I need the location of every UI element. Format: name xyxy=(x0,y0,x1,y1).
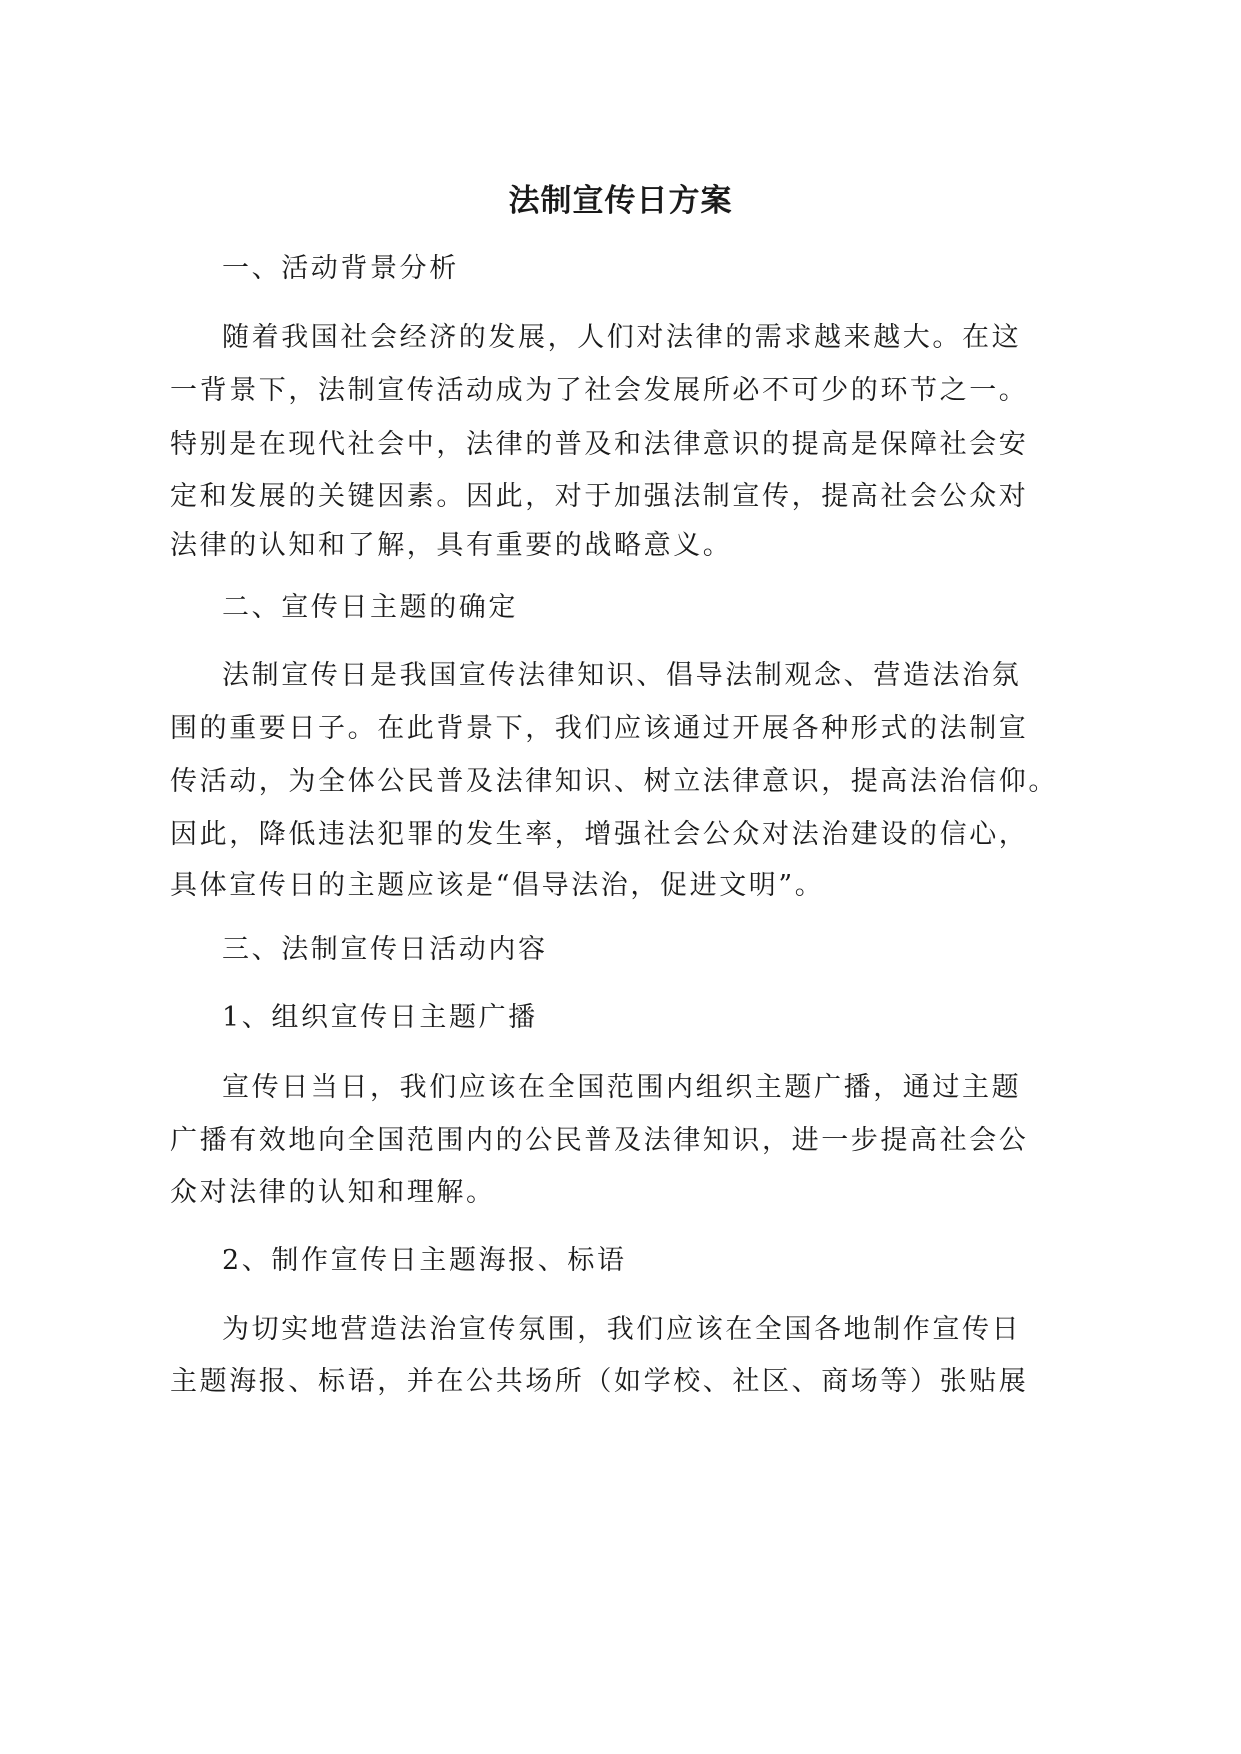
paragraph-line: 众对法律的认知和理解。 xyxy=(170,1177,496,1208)
paragraph-line: 为切实地营造法治宣传氛围，我们应该在全国各地制作宣传日 xyxy=(222,1314,1022,1345)
paragraph-line: 特别是在现代社会中，法律的普及和法律意识的提高是保障社会安 xyxy=(170,429,1029,460)
paragraph-line: 具体宣传日的主题应该是“倡导法治，促进文明”。 xyxy=(170,870,825,901)
paragraph-line: 定和发展的关键因素。因此，对于加强法制宣传，提高社会公众对 xyxy=(170,481,1029,512)
paragraph-line: 法律的认知和了解，具有重要的战略意义。 xyxy=(170,530,733,561)
paragraph-line: 围的重要日子。在此背景下，我们应该通过开展各种形式的法制宣 xyxy=(170,713,1029,744)
paragraph-line: 广播有效地向全国范围内的公民普及法律知识，进一步提高社会公 xyxy=(170,1125,1029,1156)
paragraph-line: 法制宣传日是我国宣传法律知识、倡导法制观念、营造法治氛 xyxy=(222,660,1022,691)
paragraph-line: 宣传日当日，我们应该在全国范围内组织主题广播，通过主题 xyxy=(222,1072,1022,1103)
paragraph-line: 主题海报、标语，并在公共场所（如学校、社区、商场等）张贴展 xyxy=(170,1366,1029,1397)
paragraph-line: 随着我国社会经济的发展，人们对法律的需求越来越大。在这 xyxy=(222,322,1022,353)
section-heading-3: 三、法制宣传日活动内容 xyxy=(222,934,548,965)
subsection-heading-1: 1、组织宣传日主题广播 xyxy=(222,1002,538,1033)
paragraph-line: 传活动，为全体公民普及法律知识、树立法律意识，提高法治信仰。 xyxy=(170,766,1058,797)
document-title: 法制宣传日方案 xyxy=(508,183,733,219)
section-heading-2: 二、宣传日主题的确定 xyxy=(222,592,518,623)
subsection-heading-2: 2、制作宣传日主题海报、标语 xyxy=(222,1245,627,1276)
section-heading-1: 一、活动背景分析 xyxy=(222,253,459,284)
paragraph-line: 一背景下，法制宣传活动成为了社会发展所必不可少的环节之一。 xyxy=(170,375,1029,406)
paragraph-line: 因此，降低违法犯罪的发生率，增强社会公众对法治建设的信心， xyxy=(170,819,1029,850)
